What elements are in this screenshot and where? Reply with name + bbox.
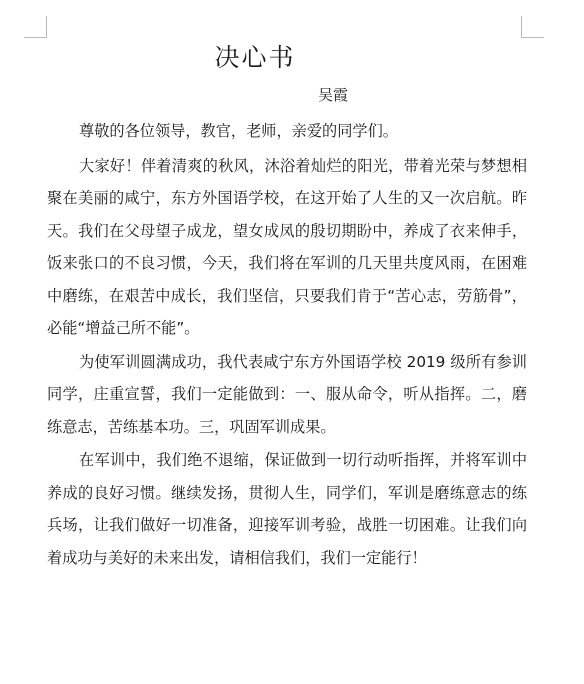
paragraph-pledge: 为使军训圆满成功，我代表咸宁东方外国语学校 2019 级所有参训同学，庄重宣誓，我们一定能做到：一、服从命令，听从指挥。二，磨练意志，苦练基本功。三，巩固军训成果。 bbox=[47, 352, 527, 436]
corner-mark-top-right bbox=[521, 16, 522, 38]
document-body bbox=[47, 115, 527, 574]
paragraph-opening: 大家好！伴着清爽的秋风，沐浴着灿烂的阳光，带着光荣与梦想相聚在美丽的咸宁，东方外国语学校，在这开始了人生的又一次启航。昨天。我们在父母望子成龙，望女成凤的殷切期盼中，养成了衣来伸手，饭来张口的不良习惯，今天，我们将在军训的几天里共度风雨，在困难中磨练，在艰苦中成长，我们坚信，只要我们肯于“苦心志，劳筋骨”，必能“增益己所不能”。 bbox=[47, 156, 527, 337]
paragraph-greeting: 尊敬的各位领导，教官，老师，亲爱的同学们。 bbox=[79, 122, 398, 140]
document-author: 吴霞 bbox=[318, 86, 349, 104]
corner-mark-top-right-horizontal bbox=[521, 37, 544, 38]
corner-mark-top-left bbox=[46, 16, 47, 38]
paragraph-closing: 在军训中，我们绝不退缩，保证做到一切行动听指挥，并将军训中养成的良好习惯。继续发扬，贯彻人生，同学们，军训是磨练意志的练兵场，让我们做好一切准备，迎接军训考验，战胜一切困难。让我们向着成功与美好的未来出发，请相信我们，我们一定能行！ bbox=[47, 451, 527, 567]
document-title: 决心书 bbox=[214, 43, 296, 72]
